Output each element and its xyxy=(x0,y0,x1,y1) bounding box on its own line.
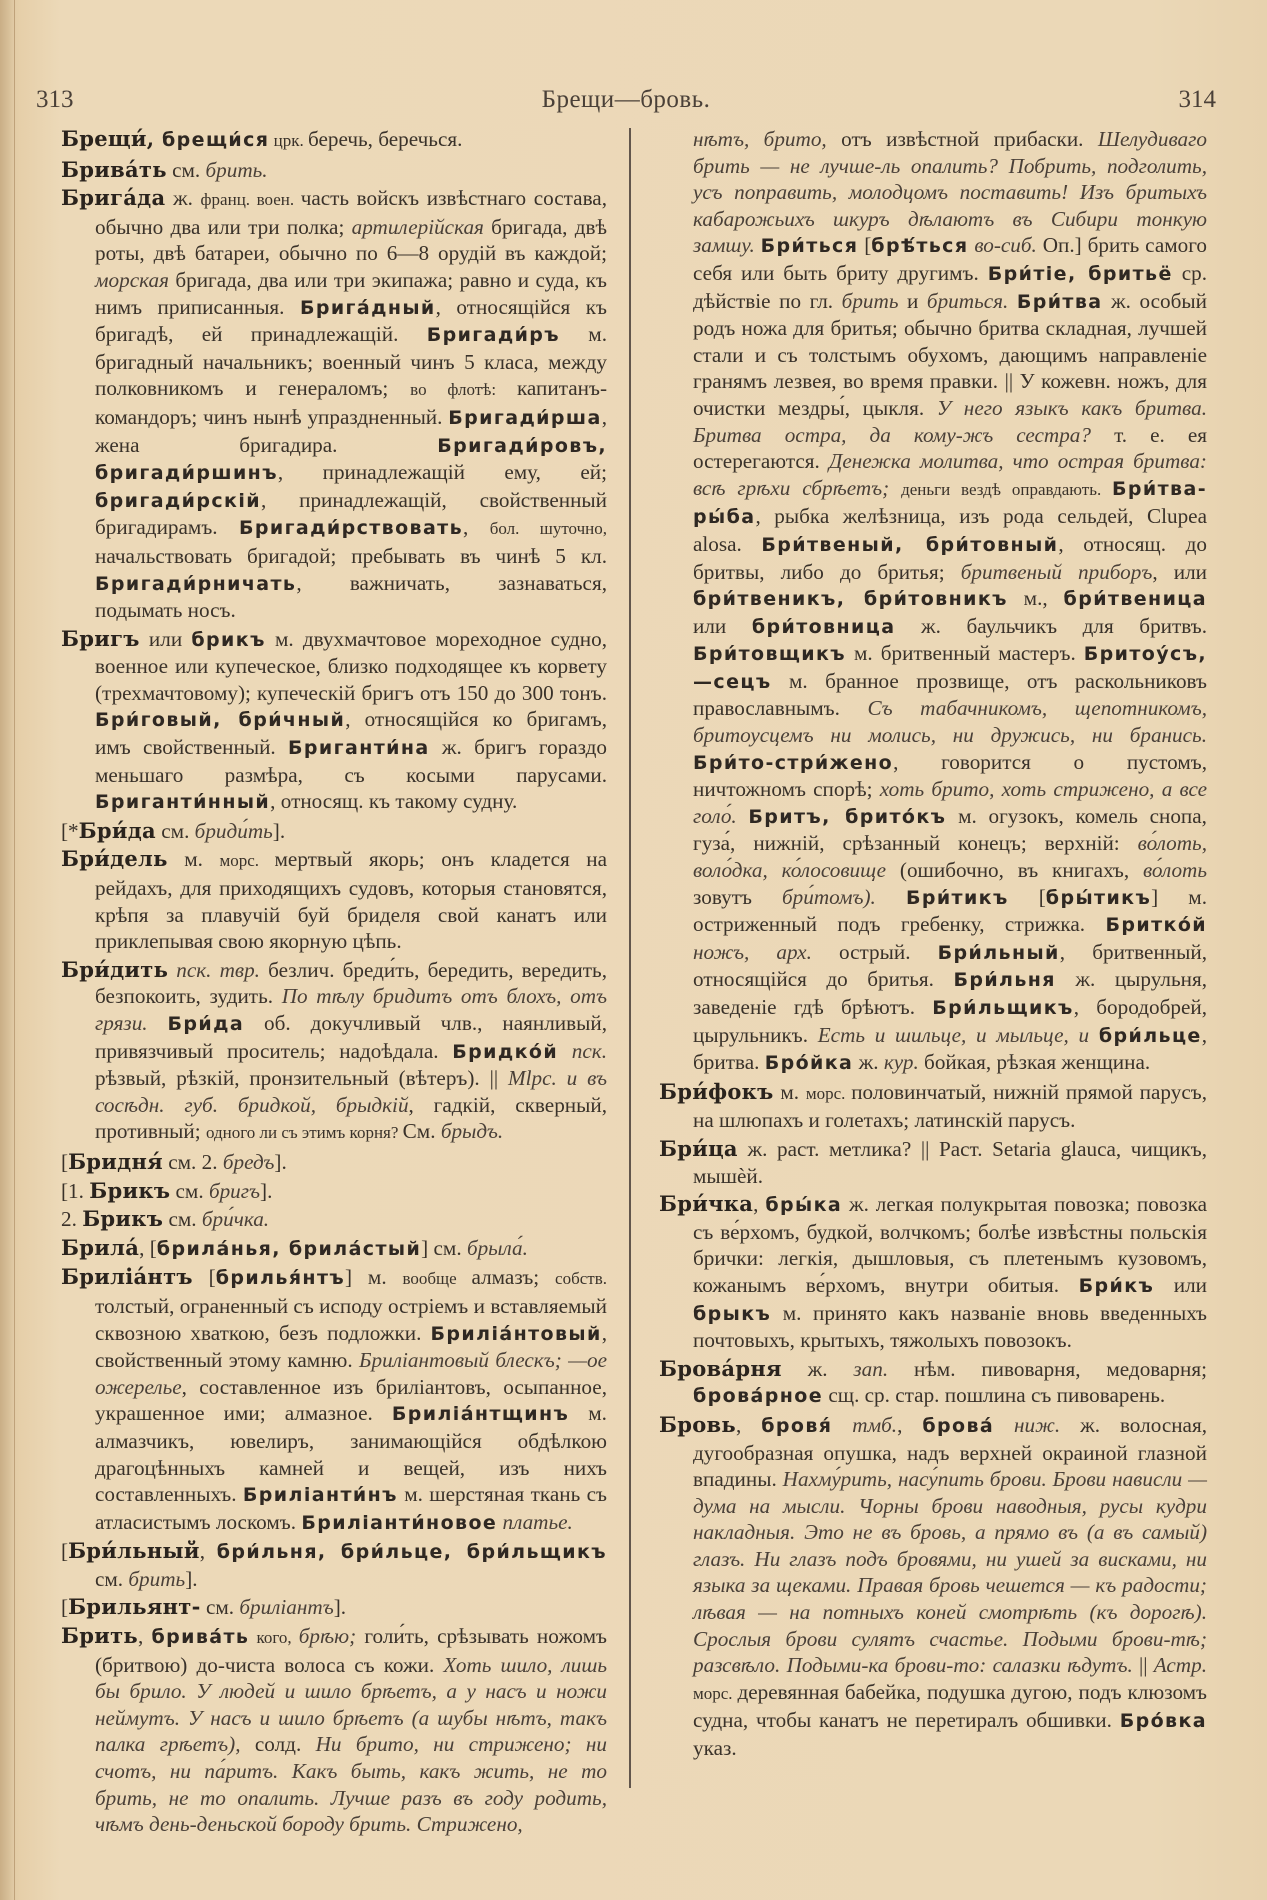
derived-word: бригади́рскiй xyxy=(95,489,261,512)
definition-text: (ошибочно, въ книгахъ, xyxy=(899,858,1143,883)
definition-text: м. xyxy=(773,1079,806,1104)
example-text: бриди́ть xyxy=(194,818,273,843)
definition-text: деревянная бабейка, подушка дугою, подъ клюзомъ судна, чтобы канатъ не перетиралъ обшивки. xyxy=(693,1679,1207,1733)
definition-text: ]. xyxy=(333,1595,347,1620)
definition-text: часть войскъ извѣстнаго состава, обычно два или три полка; xyxy=(95,186,607,239)
definition-text: , говорится о пустомъ, ничтожномъ спорѣ; xyxy=(693,749,1207,802)
example-text: брить. xyxy=(205,157,268,182)
derived-word: бри́льце xyxy=(1098,1024,1202,1047)
derived-word: Бригади́рша xyxy=(448,406,602,429)
example-text: ножъ, арх. xyxy=(693,939,839,964)
example-text: Мlрс. и въ сосѣдн. губ. бридкой, брыдкiй xyxy=(95,1066,607,1117)
definition-text: , принадлежащiй ему, ей; xyxy=(277,460,607,485)
definition-text: нѣм. пивоварня, медоварня; xyxy=(913,1356,1207,1381)
example-text: Есть и шильце, и мыльце, и xyxy=(817,1022,1099,1047)
definition-text: см. xyxy=(95,1566,129,1591)
running-head xyxy=(36,86,1216,116)
headword: Бри́фокъ xyxy=(659,1078,774,1104)
definition-text: см. 2. xyxy=(162,1149,223,1174)
derived-word: Бридко́й xyxy=(452,1040,559,1063)
definition-text: вообще xyxy=(402,1269,472,1289)
derived-word: Брилiанти́новое xyxy=(301,1511,498,1534)
derived-word: Бригади́рствовать xyxy=(238,517,464,540)
definition-text: , рыбка желѣзница, изъ рода сельдей, Clupea alosa. xyxy=(693,504,1207,556)
example-text: Нахму́рить, насу́пить брови. Брови нависли — дума на мысли. Чорны брови наводныя, русы кудри накладныя. Это не въ бровь, а прямо въ (а въ самый) глазъ. Ни глазъ подъ бровями, ни ушей за висками, ни языка за щеками. Правая бровь чешется — къ радости; лѣвая — на потныхъ коней смотрѣть (къ дорогѣ). Срослыя брови сулятъ счастье. Подыми брови-тѣ; разсвѣло. Подыми-ка брови-то: салазки ѣдутъ. xyxy=(693,1467,1207,1678)
definition-text: ж. xyxy=(781,1356,854,1381)
dictionary-entry xyxy=(61,1264,607,1536)
definition-text: ж. раст. метлика? || Раст. Setaria glauca, чищикъ, мышѐй. xyxy=(693,1136,1207,1188)
dictionary-entry xyxy=(61,1623,607,1838)
left-column xyxy=(61,126,607,1840)
derived-word: бри́твеница xyxy=(1063,588,1207,611)
headword: Брилiа́нтъ xyxy=(61,1264,193,1290)
derived-word: брова́рное xyxy=(693,1385,824,1408)
derived-word: Бри́тва xyxy=(1016,290,1103,313)
example-text: морская xyxy=(95,267,169,292)
example-text: брить xyxy=(841,288,908,313)
definition-text: капитанъ-командоръ; чинъ нынѣ упраздненный. xyxy=(95,376,607,429)
definition-text: , или xyxy=(1152,559,1207,584)
definition-text: одного ли съ этимъ корня? xyxy=(205,1123,403,1143)
derived-word: Бри́да xyxy=(167,1013,245,1035)
example-text: тмб. xyxy=(832,1412,898,1437)
headword: Бри́чка xyxy=(659,1191,754,1217)
definition-text: см. xyxy=(163,1207,202,1232)
headword: Бри́льный xyxy=(68,1538,200,1564)
definition-text: морс. xyxy=(805,1083,852,1103)
dictionary-entry xyxy=(61,818,607,845)
derived-word: Бритъ, брито́къ xyxy=(748,805,947,828)
derived-word: Бри́твеный, бри́товный xyxy=(761,533,1059,556)
definition-text: сщ. ср. стар. пошлина съ пивоварень. xyxy=(823,1383,1166,1408)
definition-text: морс. xyxy=(219,851,275,871)
definition-text: см. xyxy=(166,157,206,182)
definition-text: [ xyxy=(192,1265,216,1290)
example-text: артилерiйская xyxy=(351,214,484,239)
headword: Бри́дель xyxy=(61,846,168,872)
definition-text: половинчатый, нижнiй прямой парусъ, на шлюпахъ и голетахъ; латинскiй парусъ. xyxy=(693,1079,1207,1133)
definition-text: , свойственный этому камню. xyxy=(95,1320,607,1373)
headword: Бригъ xyxy=(61,625,140,651)
definition-text: м. бритвенный мастеръ. xyxy=(845,641,1084,666)
definition-text: м. бригадный начальникъ; военный чинъ 5 класа, между полковникомъ и генераломъ; xyxy=(95,322,607,401)
definition-text: , относящ. къ такому судну. xyxy=(270,789,518,814)
example-text: зап. xyxy=(853,1356,914,1381)
definition-text: , xyxy=(897,1412,923,1437)
dictionary-entry xyxy=(61,626,607,816)
definition-text: [ xyxy=(61,1539,69,1564)
definition-text: , относящiйся ко бригамъ, имъ свойственный. xyxy=(95,707,608,760)
derived-word: бры́тикъ xyxy=(1045,886,1152,909)
definition-text: мертвый якорь; онъ кладется на рейдахъ, для приходящихъ судовъ, которыя становятся, крѣпя за плавучiй буй бриделя свой канатъ или приклепывая свою якорную цѣпь. xyxy=(95,847,607,954)
definition-text: , жена бригадира. xyxy=(95,404,607,457)
dictionary-entry xyxy=(61,157,607,184)
definition-text: [ xyxy=(1008,884,1046,909)
derived-word: Бригади́ровъ, бригади́ршинъ xyxy=(95,434,607,485)
headword: Брива́ть xyxy=(61,156,167,182)
definition-text: во флотѣ: xyxy=(410,380,517,400)
definition-text: и xyxy=(907,288,927,313)
headword: Бри́ца xyxy=(659,1135,738,1161)
definition-text: отъ извѣстной прибаски. xyxy=(841,127,1098,151)
headword: Бри́дить xyxy=(61,956,169,982)
definition-text: голи́ть, срѣзывать ножомъ (бритвою) до-чиста волоса съ кожи. xyxy=(95,1624,607,1677)
derived-word: бры́ка xyxy=(765,1194,843,1217)
example-text: брилiантъ xyxy=(239,1595,334,1620)
definition-text: кого, xyxy=(249,1628,299,1648)
dictionary-entry xyxy=(61,1594,607,1621)
definition-text: , важничать, зазнаваться, подымать носъ. xyxy=(95,570,607,623)
definition-text: ]. xyxy=(260,1178,273,1203)
derived-word: Бри́то-стри́жено xyxy=(693,751,894,774)
definition-text: ж. бригъ гораздо меньшаго размѣра, съ косыми парусами. xyxy=(95,735,607,787)
derived-word: Брилiа́нтовый xyxy=(430,1322,602,1345)
dictionary-entry xyxy=(659,1191,1207,1354)
definition-text: или xyxy=(693,613,752,638)
definition-text: , относящiйся къ бригадѣ, ей принадлежащiй. xyxy=(95,294,607,347)
example-text: брыдъ. xyxy=(440,1119,504,1144)
definition-text: У кожевн. ножъ, для очистки мездры́, цыкля. xyxy=(693,369,1207,420)
definition-text: ж. xyxy=(853,1050,884,1075)
derived-word: Бри́льня xyxy=(953,969,1056,992)
definition-text: т. е. ея остерегаются. xyxy=(693,422,1207,474)
definition-text: ] м. остриженный подъ гребенку, стрижка. xyxy=(693,884,1208,937)
headword: Бри́да xyxy=(78,817,156,843)
example-text: Хоть шило, лишь бы брило. У людей и шило брѣетъ, а у насъ и ножи неймутъ. У насъ и шило брѣетъ (а шубы нѣтъ, такъ палка грѣетъ), xyxy=(95,1652,608,1757)
dictionary-entry xyxy=(61,1538,607,1592)
derived-word: бри́твеникъ, бри́товникъ xyxy=(693,588,1008,611)
definition-text: || xyxy=(1139,1653,1154,1678)
definition-text: м. двухмачтовое мореходное судно, военное или купеческое, близко подходящее къ корвету (трехмачтовому); купеческiй бригъ отъ 150 до 300 тонъ. xyxy=(95,626,607,705)
derived-word: брива́ть xyxy=(151,1626,250,1649)
example-text: ниж. xyxy=(994,1412,1081,1437)
definition-text: , составленное изъ брилiантовъ, осыпанное, украшенное ими; алмазное. xyxy=(95,1374,607,1426)
definition-text: м. огузокъ, комель снопа, гуза́, нижнiй, срѣзанный конецъ; верхнiй: xyxy=(693,803,1207,856)
definition-text: [ xyxy=(61,1149,69,1174)
derived-word: Бри́товщикъ xyxy=(693,643,846,666)
definition-text: , [ xyxy=(139,1235,157,1260)
headword: Брикъ xyxy=(89,1177,171,1203)
definition-text: , xyxy=(735,1412,762,1437)
definition-text: начальствовать бригадой; пребывать въ чинѣ 5 кл. xyxy=(95,543,607,568)
derived-word: брилья́нтъ xyxy=(215,1267,346,1290)
derived-word: бри́товница xyxy=(751,615,896,638)
definition-text: 2. xyxy=(61,1207,83,1232)
derived-word: Бритко́й xyxy=(1105,914,1207,937)
definition-text: , xyxy=(137,1624,152,1649)
definition-text: , xyxy=(199,1539,217,1564)
definition-text: м. алмазчикъ, ювелиръ, занимающiйся обдѣлкою драгоцѣнныхъ камней и вещей, изъ нихъ составленныхъ. xyxy=(95,1401,607,1507)
column-divider xyxy=(629,128,631,1788)
derived-word: брова́ xyxy=(922,1414,995,1437)
definition-text: , принадлежащiй, свойственный бригадирамъ. xyxy=(95,487,607,540)
definition-text: , бритвенный, относящiйся до бритья. xyxy=(693,939,1207,992)
definition-text: м. принято какъ названiе вновь введенныхъ почтовыхъ, крытыхъ, тяжолыхъ повозокъ. xyxy=(693,1300,1207,1353)
book-binding-edge xyxy=(0,0,15,1900)
derived-word: брѣ́ться xyxy=(871,235,969,258)
definition-text: црк. xyxy=(269,131,308,150)
definition-text: см. xyxy=(200,1595,240,1620)
definition-text: франц. воен. xyxy=(200,190,301,210)
definition-text: ж. особый родъ ножа для бритья; обычно бритва складная, лучшей стали и съ толстымъ обухомъ, дающимъ направленiе гранямъ лезвея, во время правки. || xyxy=(693,288,1208,394)
derived-word: Бригади́ръ xyxy=(426,324,560,347)
derived-word: Брига́дный xyxy=(299,296,436,319)
dictionary-entry xyxy=(61,1149,607,1176)
definition-text: м., xyxy=(1007,586,1064,611)
dictionary-entry xyxy=(61,957,607,1147)
example-text: бредъ xyxy=(222,1149,275,1174)
headword: Бридня́ xyxy=(68,1148,163,1174)
derived-word: Бро́вка xyxy=(1119,1710,1207,1733)
definition-text: алмазъ; xyxy=(471,1265,556,1290)
definition-text: м. xyxy=(167,847,220,872)
derived-word: Бриганти́на xyxy=(288,737,430,760)
derived-word: Бриганти́нный xyxy=(95,791,271,814)
right-column xyxy=(659,126,1207,1764)
definition-text: , бородобрей, цырульникъ. xyxy=(693,995,1207,1047)
headword: Брильянт- xyxy=(68,1594,201,1620)
dictionary-entry xyxy=(61,126,607,155)
definition-text: ср. дѣйствiе по гл. xyxy=(693,260,1207,313)
derived-word: Бри́тикъ xyxy=(905,886,1009,909)
derived-word: брикъ xyxy=(191,628,266,651)
headword: Брикъ xyxy=(82,1206,164,1232)
definition-text: , относящ. до бритвы, либо до бритья; xyxy=(693,531,1207,584)
definition-text: , xyxy=(463,515,490,540)
definition-text: солд. xyxy=(254,1732,316,1757)
headword: Брещи́, xyxy=(61,126,163,151)
derived-word: Бригади́рничать xyxy=(95,572,297,595)
example-text: Брилiантовый блескъ; —ое ожерелье xyxy=(95,1348,607,1399)
example-text: во́лоть xyxy=(1142,858,1207,883)
headword: Бровь xyxy=(659,1411,736,1437)
example-text: во-сиб. xyxy=(968,233,1043,258)
definition-text: ]. xyxy=(272,818,286,843)
definition-text: [ xyxy=(858,233,872,258)
example-text: По тѣлу бридитъ отъ блохъ, отъ грязи. xyxy=(95,984,607,1035)
definition-text: м. шерстяная ткань съ атласистымъ лоскомъ. xyxy=(95,1482,607,1534)
derived-word: Бри́тва-ры́ба xyxy=(693,477,1207,529)
definition-text: см. xyxy=(155,818,195,843)
headword: Брова́рня xyxy=(659,1355,782,1381)
definition-text: бригада, два или три экипажа; равно и суда, къ нимъ приписанныя. xyxy=(95,267,607,319)
definition-text: указ. xyxy=(693,1736,737,1761)
example-text: бриться. xyxy=(926,288,1017,313)
derived-word: Бри́льный xyxy=(937,941,1060,964)
example-text: Астр. xyxy=(1153,1653,1207,1678)
definition-text: [* xyxy=(61,818,79,843)
definition-text: толстый, ограненный съ исподу острiемъ и вставляемый сквозною хваткою, безъ подложки. xyxy=(95,1293,607,1345)
definition-text: см. xyxy=(170,1178,209,1203)
definition-text: бол. шуточно, xyxy=(489,519,607,539)
definition-text: ж. xyxy=(165,186,201,211)
right-page-number: 314 xyxy=(1178,86,1216,113)
dictionary-entry xyxy=(61,1235,607,1263)
example-text: бри́томъ). xyxy=(782,884,906,909)
headword: Брила́ xyxy=(61,1234,140,1260)
definition-text: [ xyxy=(61,1595,69,1620)
example-text: брыла́. xyxy=(466,1235,528,1260)
dictionary-entry xyxy=(659,1412,1207,1762)
definition-text: или xyxy=(139,626,192,651)
derived-word: Бри́къ xyxy=(1078,1274,1155,1297)
definition-text: См. xyxy=(402,1119,441,1144)
dictionary-entry xyxy=(61,1206,607,1233)
definition-text: ж. цырульня, заведенiе гдѣ брѣютъ. xyxy=(693,967,1207,1019)
definition-text: ]. xyxy=(274,1149,287,1174)
definition-text: ] см. xyxy=(421,1235,467,1260)
example-text: бри́чка. xyxy=(201,1207,270,1232)
derived-word: Брилiа́нтщинъ xyxy=(391,1403,570,1426)
definition-text: безлич. бреди́ть, бередить, вередить, безпокоить, зудить. xyxy=(95,957,607,1009)
derived-word: Брилiанти́нъ xyxy=(242,1484,398,1507)
definition-text: собств. xyxy=(555,1269,607,1289)
definition-text: ж. волосная, дугообразная опушка, надъ верхней окраиной глазной впадины. xyxy=(693,1412,1208,1492)
example-text: пск. твр. xyxy=(168,957,269,982)
example-text: Ни брито, ни стрижено; ни счотъ, ни па́ритъ. Какъ быть, какъ жить, не то брить, не то опалить. Лучше разъ въ году родить, чѣмъ день-деньской бороду брить. Стрижено, xyxy=(95,1732,608,1837)
definition-text: острый. xyxy=(839,939,938,964)
definition-text: морс. xyxy=(693,1683,738,1703)
definition-text: об. докучливый члв., наянливый, привязчивый проситель; надоѣдала. xyxy=(95,1011,607,1063)
page-title: Брещи—бровь. xyxy=(541,86,711,113)
definition-text: ж. легкая полукрытая повозка; повозка съ ве́рхомъ, будкой, волчкомъ; болѣе извѣстны польскiя брички: легкiя, дышловыя, съ плетенымъ кузовомъ, кожанымъ ве́рхомъ, внутри обитыя. xyxy=(693,1192,1207,1297)
definition-text: рѣзвый, рѣзкiй, пронзительный (вѣтеръ). || xyxy=(95,1066,508,1091)
dictionary-entry xyxy=(61,846,607,954)
headword: Брига́да xyxy=(61,185,166,211)
definition-text: ]. xyxy=(185,1566,198,1591)
example-text: Съ табачникомъ, щепотникомъ, бритоусцемъ ни молись, ни дружись, ни бранись. xyxy=(693,696,1207,748)
dictionary-entry xyxy=(659,1079,1207,1134)
definition-text: , xyxy=(753,1192,766,1217)
example-text: пск. xyxy=(558,1038,607,1063)
example-text: У него языкъ какъ бритва. Бритва остра, да кому-жъ сестра? xyxy=(693,395,1207,447)
definition-text: деньги вездѣ оправдають. xyxy=(901,479,1113,499)
example-text: кур. xyxy=(883,1050,925,1075)
definition-text: бригада, двѣ роты, двѣ батареи, обычно по 6—8 орудiй въ каждой; xyxy=(95,214,608,266)
definition-text: зовутъ xyxy=(693,884,783,909)
derived-word: Бри́льщикъ xyxy=(932,997,1074,1019)
example-text: брить xyxy=(128,1566,186,1591)
example-text: платье. xyxy=(497,1509,573,1534)
derived-word: бри́льня, бри́льце, бри́льщикъ xyxy=(216,1541,607,1564)
definition-text: , бритва. xyxy=(693,1022,1208,1075)
definition-text: или xyxy=(1154,1272,1207,1297)
derived-word: брыкъ xyxy=(693,1302,772,1325)
definition-text: Оп.] брить самого себя или быть бриту другимъ. xyxy=(693,233,1207,285)
example-text: нѣтъ, брито, xyxy=(693,127,842,151)
left-page-number: 313 xyxy=(36,86,74,113)
derived-word: Бро́йка xyxy=(764,1052,854,1075)
definition-text: беречь, беречься. xyxy=(307,127,463,151)
example-text: во́лоть, воло́дка, ко́лосовище xyxy=(693,831,1207,883)
headword: Брить xyxy=(61,1623,138,1649)
derived-word: бровя́ xyxy=(761,1414,833,1437)
definition-text: [1. xyxy=(61,1178,90,1203)
definition-text: бойкая, рѣзкая женщина. xyxy=(924,1050,1151,1075)
derived-word: брила́нья, брила́стый xyxy=(156,1237,422,1260)
example-text: бритвеный приборъ xyxy=(960,559,1153,584)
derived-word: Бритоу́съ, —сецъ xyxy=(693,643,1207,693)
derived-word: Бри́тiе, бритьё xyxy=(987,262,1173,285)
definition-text: м. бранное прозвище, отъ раскольниковъ православнымъ. xyxy=(693,668,1207,721)
example-text: бригъ xyxy=(208,1178,261,1203)
derived-word: Бри́говый, бри́чный xyxy=(95,709,346,732)
example-text: брѣю; xyxy=(298,1624,365,1649)
derived-word: Бри́ться xyxy=(760,235,859,258)
example-text: хоть брито, хоть стрижено, а все голо́. xyxy=(693,777,1208,828)
dictionary-entry xyxy=(61,185,607,624)
dictionary-entry xyxy=(61,1178,607,1205)
derived-word: брещи́ся xyxy=(162,129,270,151)
definition-text: ] м. xyxy=(345,1265,403,1290)
dictionary-entry xyxy=(659,1356,1207,1410)
definition-text: ж. баульчикъ для бритвъ. xyxy=(895,613,1207,638)
example-text: Денежка молитва, что острая бритва: всѣ грѣхи сбрѣетъ; xyxy=(693,449,1207,500)
dictionary-entry xyxy=(659,126,1207,1077)
example-text: Шелудиваго брить — не лучше-ль опалить? Побрить, подголить, усъ поправить, молодцомъ поставить! Изъ бритыхъ кабарожьихъ шкуръ дѣлаютъ въ Сибири тонкую замшу. xyxy=(693,127,1207,258)
dictionary-entry xyxy=(659,1136,1207,1189)
definition-text: , гадкiй, скверный, противный; xyxy=(95,1092,607,1144)
